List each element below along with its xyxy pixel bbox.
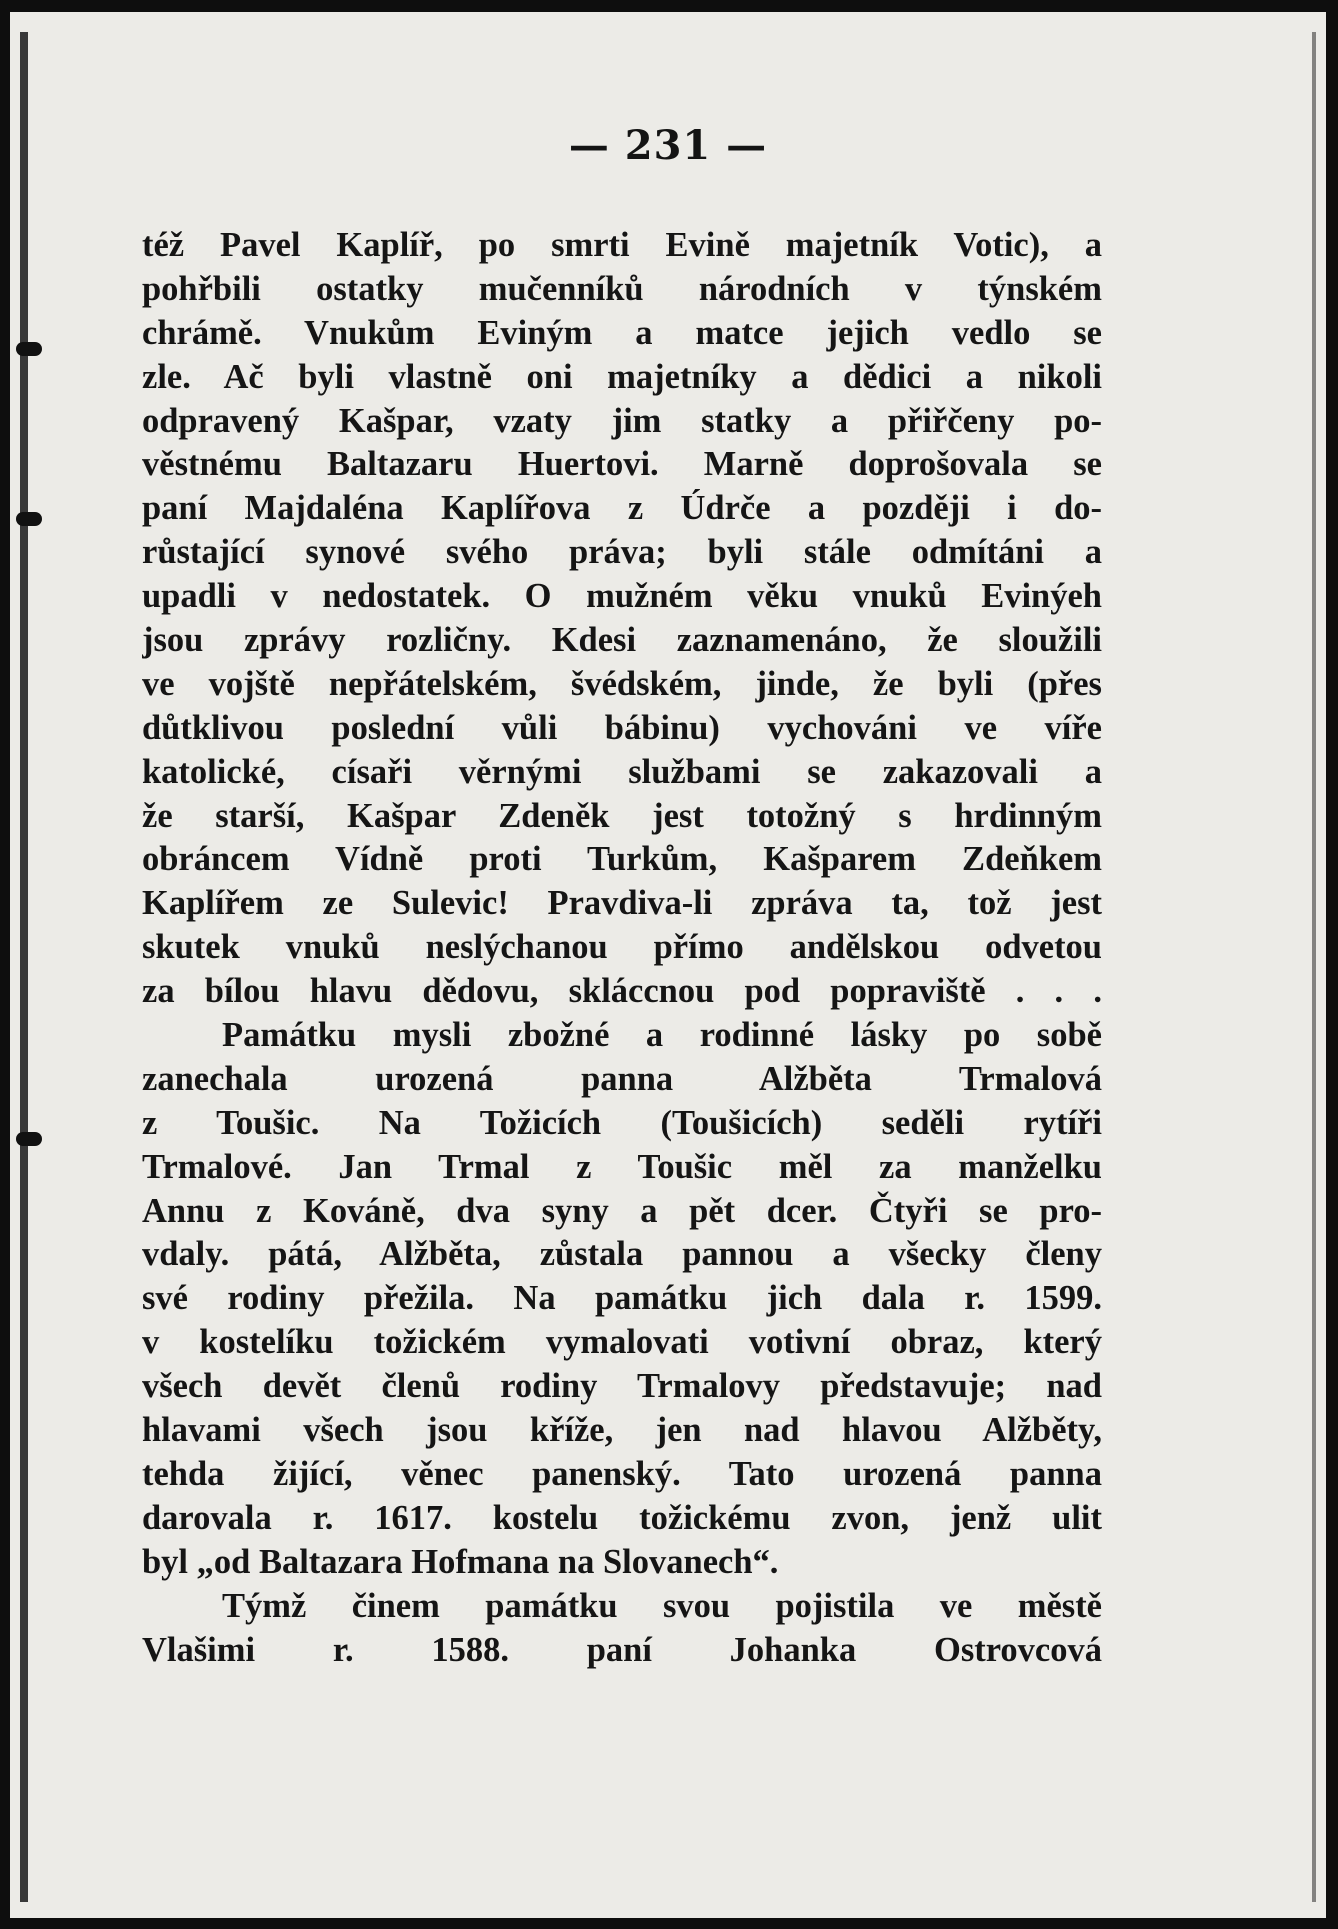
text-line: věstnému Baltazaru Huertovi. Marně doprošovala se <box>142 445 1102 484</box>
binding-mark <box>16 1132 42 1146</box>
text-line: za bílou hlavu dědovu, skláccnou pod popraviště . . . <box>142 972 1102 1011</box>
text-line: Vlašimi r. 1588. paní Johanka Ostrovcová <box>142 1630 1102 1669</box>
body-text <box>142 224 1102 1672</box>
text-line: z Toušic. Na Tožicích (Toušicích) seděli rytíři <box>142 1103 1102 1142</box>
page-number: — 231 — <box>568 122 768 169</box>
binding-mark <box>16 342 42 356</box>
text-line: jsou zprávy rozličny. Kdesi zaznamenáno, že sloužili <box>142 621 1102 660</box>
text-line: Kaplířem ze Sulevic! Pravdiva-li zpráva ta, tož jest <box>142 884 1102 923</box>
page-edge <box>1312 32 1316 1902</box>
text-line: všech devět členů rodiny Trmalovy představuje; nad <box>142 1367 1102 1406</box>
text-line: důtklivou poslední vůli bábinu) vychováni ve víře <box>142 708 1102 747</box>
text-line: Památku mysli zbožné a rodinné lásky po sobě <box>222 1016 1102 1055</box>
binding-mark <box>16 512 42 526</box>
text-line: též Pavel Kaplíř, po smrti Evině majetník Votic), a <box>142 226 1102 264</box>
text-line: skutek vnuků neslýchanou přímo andělskou odvetou <box>142 928 1102 967</box>
text-line: hlavami všech jsou kříže, jen nad hlavou Alžběty, <box>142 1411 1102 1450</box>
text-line: tehda žijící, věnec panenský. Tato urozená panna <box>142 1454 1102 1493</box>
text-line: zanechala urozená panna Alžběta Trmalová <box>142 1059 1102 1098</box>
text-line: byl „od Baltazara Hofmana na Slovanech“. <box>142 1542 779 1581</box>
text-line: katolické, císaři věrnými službami se zakazovali a <box>142 752 1102 791</box>
text-line: růstající synové svého práva; byli stále odmítáni a <box>142 533 1102 572</box>
text-line: darovala r. 1617. kostelu tožickému zvon, jenž ulit <box>142 1498 1102 1537</box>
binding-edge <box>20 32 28 1902</box>
text-line: Týmž činem památku svou pojistila ve městě <box>222 1586 1102 1625</box>
text-line: zle. Ač byli vlastně oni majetníky a dědici a nikoli <box>142 357 1102 396</box>
text-line: ve vojště nepřátelském, švédském, jinde, že byli (přes <box>142 664 1102 703</box>
text-line: že starší, Kašpar Zdeněk jest totožný s hrdinným <box>142 796 1102 835</box>
text-line: v kostelíku tožickém vymalovati votivní obraz, který <box>142 1323 1102 1362</box>
book-page <box>10 12 1326 1918</box>
text-line: Trmalové. Jan Trmal z Toušic měl za manželku <box>142 1147 1102 1186</box>
text-line: vdaly. pátá, Alžběta, zůstala pannou a všecky členy <box>142 1235 1102 1274</box>
text-line: paní Majdaléna Kaplířova z Údrče a později i do- <box>142 489 1102 528</box>
text-line: pohřbili ostatky mučenníků národních v týnském <box>142 269 1102 308</box>
text-line: upadli v nedostatek. O mužném věku vnuků Evinýeh <box>142 577 1102 616</box>
text-line: odpravený Kašpar, vzaty jim statky a přiřčeny po- <box>142 401 1102 440</box>
text-line: obráncem Vídně proti Turkům, Kašparem Zdeňkem <box>142 840 1102 879</box>
text-line: své rodiny přežila. Na památku jich dala r. 1599. <box>142 1279 1102 1318</box>
text-line: Annu z Kováně, dva syny a pět dcer. Čtyři se pro- <box>142 1191 1102 1230</box>
text-line: chrámě. Vnukům Eviným a matce jejich vedlo se <box>142 313 1102 352</box>
